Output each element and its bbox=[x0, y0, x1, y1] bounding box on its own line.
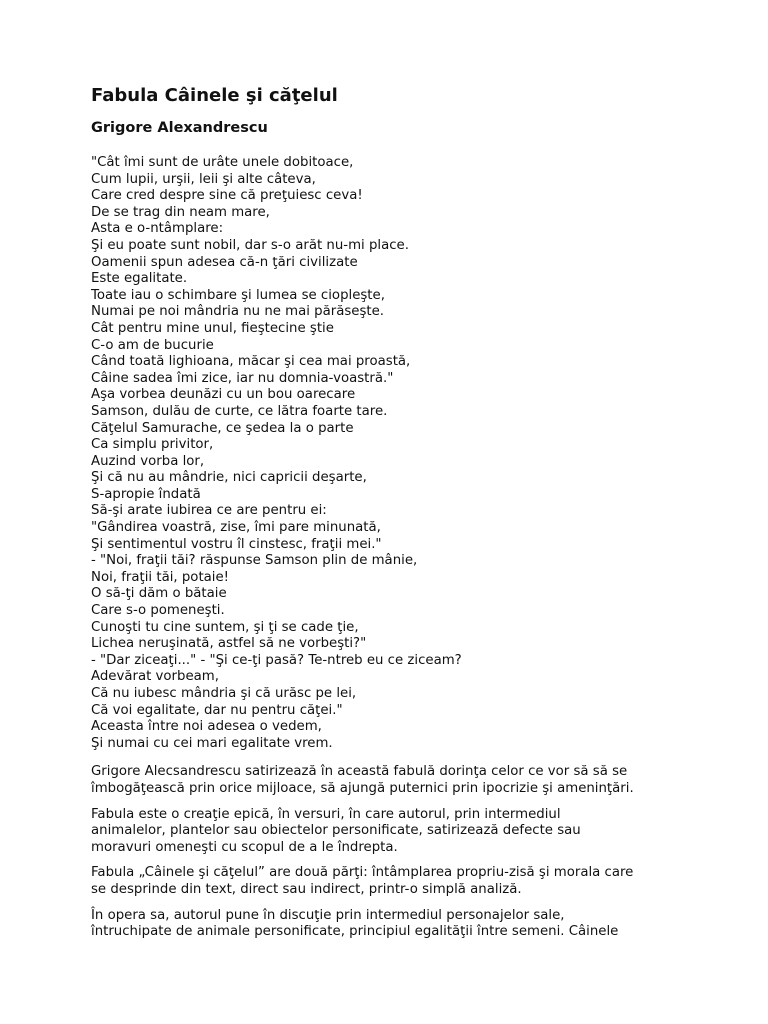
poem-line: Şi că nu au mândrie, nici capricii deşarte, bbox=[91, 470, 367, 486]
poem-line: Care s-o pomeneşti. bbox=[91, 603, 225, 619]
poem-line: Aşa vorbea deunăzi cu un bou oarecare bbox=[91, 387, 356, 403]
poem-line: Cât pentru mine unul, fieştecine ştie bbox=[91, 320, 334, 336]
poem-line: Şi numai cu cei mari egalitate vrem. bbox=[91, 735, 333, 751]
poem-line: Ca simplu privitor, bbox=[91, 437, 214, 453]
commentary-paragraph: Fabula „Câinele şi căţelul” are două părţi: întâmplarea propriu-zisă şi morala care se desprinde din text, direct sau indirect, printr-o simplă analiză. bbox=[91, 865, 634, 897]
poem-line: - "Dar ziceaţi..." - "Şi ce-ţi pasă? Te-ntreb eu ce ziceam? bbox=[91, 652, 462, 668]
document-author: Grigore Alexandrescu bbox=[91, 120, 268, 136]
poem-line: S-apropie îndată bbox=[91, 486, 201, 502]
poem-line: Când toată lighioana, măcar şi cea mai proastă, bbox=[91, 354, 411, 370]
poem-line: Lichea neruşinată, astfel să ne vorbeşti?" bbox=[91, 636, 367, 652]
poem-line: O să-ţi dăm o bătaie bbox=[91, 586, 227, 602]
poem-line: - "Noi, fraţii tăi? răspunse Samson plin de mânie, bbox=[91, 553, 418, 569]
poem-line: Adevărat vorbeam, bbox=[91, 669, 219, 685]
document-page bbox=[91, 84, 711, 941]
poem-line: Samson, dulău de curte, ce lătra foarte tare. bbox=[91, 403, 388, 419]
poem-line: Este egalitate. bbox=[91, 271, 188, 287]
document-title: Fabula Câinele şi căţelul bbox=[91, 85, 338, 106]
poem-line: Aceasta între noi adesea o vedem, bbox=[91, 719, 322, 735]
poem-line: Cum lupii, urşii, leii şi alte câteva, bbox=[91, 171, 316, 187]
poem-line: Oamenii spun adesea că-n ţări civilizate bbox=[91, 254, 358, 270]
poem-line: De se trag din neam mare, bbox=[91, 204, 270, 220]
poem-line: Care cred despre sine că preţuiesc ceva! bbox=[91, 188, 363, 204]
poem-line: Căţelul Samurache, ce şedea la o parte bbox=[91, 420, 354, 436]
poem-line: "Cât îmi sunt de urâte unele dobitoace, bbox=[91, 155, 354, 170]
commentary-paragraph: În opera sa, autorul pune în discuţie prin intermediul personajelor sale, întruchipate de animale personificate, principiul egalităţii între semeni. Câinele bbox=[91, 907, 619, 940]
poem-line: "Gândirea voastră, zise, îmi pare minunată, bbox=[91, 520, 381, 536]
poem-line: Numai pe noi mândria nu ne mai părăseşte. bbox=[91, 304, 385, 320]
commentary-paragraph: Grigore Alecsandrescu satirizează în această fabulă dorinţa celor ce vor să să se îmbogăţească prin orice mijloace, să ajungă puternici prin ipocrizie şi ameninţări. bbox=[91, 764, 634, 796]
poem-line: Să-şi arate iubirea ce are pentru ei: bbox=[91, 503, 327, 519]
poem-line: Şi sentimentul vostru îl cinstesc, fraţii mei." bbox=[91, 536, 382, 552]
poem-line: Câine sadea îmi zice, iar nu domnia-voastră." bbox=[91, 370, 394, 386]
commentary-paragraph: Fabula este o creaţie epică, în versuri, în care autorul, prin intermediul animalelor, plantelor sau obiectelor personificate, satirizează defecte sau moravuri omeneşti cu scopul de a le îndrepta. bbox=[91, 806, 581, 855]
poem-line: Că voi egalitate, dar nu pentru căţei." bbox=[91, 702, 343, 718]
poem-line: C-o am de bucurie bbox=[91, 337, 214, 353]
commentary-text bbox=[91, 764, 711, 940]
poem-line: Cunoşti tu cine suntem, şi ţi se cade ţie, bbox=[91, 619, 359, 635]
poem-line: Toate iau o schimbare şi lumea se ciopleşte, bbox=[91, 287, 385, 303]
poem-line: Că nu iubesc mândria şi că urăsc pe lei, bbox=[91, 686, 357, 701]
poem-line: Auzind vorba lor, bbox=[91, 453, 205, 469]
poem-line: Noi, fraţii tăi, potaie! bbox=[91, 569, 230, 585]
poem-line: Asta e o-ntâmplare: bbox=[91, 221, 224, 237]
poem-line: Şi eu poate sunt nobil, dar s-o arăt nu-mi place. bbox=[91, 237, 409, 253]
poem-text bbox=[91, 155, 711, 752]
